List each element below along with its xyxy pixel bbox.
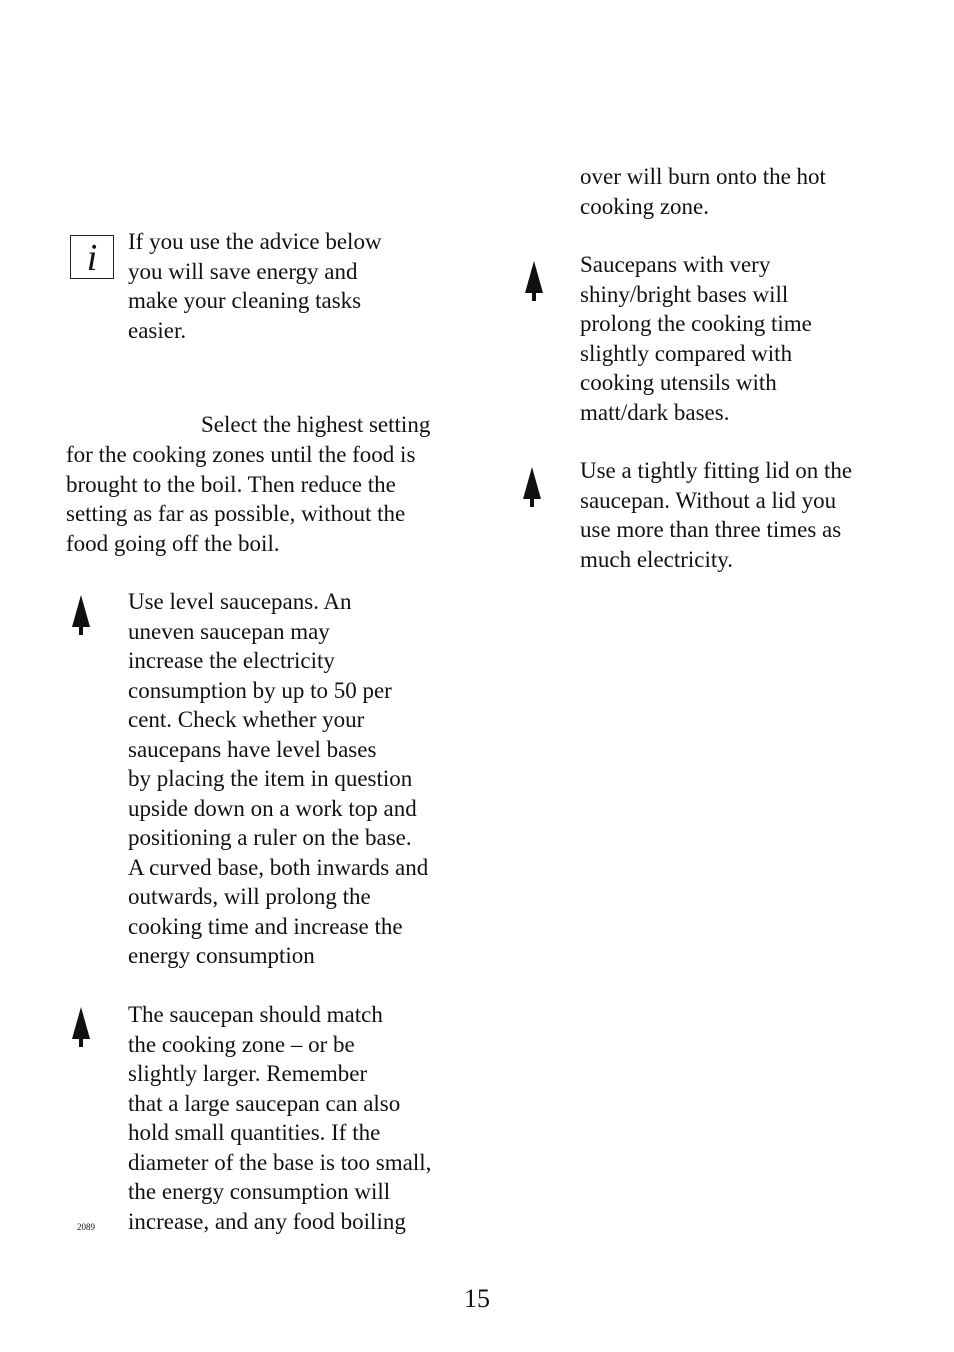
page-number: 15 [464,1284,490,1313]
tip-level-saucepans: Use level saucepans. An uneven saucepan may increase the electricity consumption by up to 50 per cent. Check whether your saucepans have level bases by placing the item in question upside down on a work top and positioning a ruler on the base. A curved base, both inwards and outwards, will prolong the cooking time and increase the energy consumption [128,589,429,968]
tip-saucepan-size: The saucepan should match the cooking zone – or be slightly larger. Remember that a large saucepan can also hold small quantities. If the diameter of the base is too small, the energy consumption will increase, and any food boiling [128,1002,432,1234]
tip-shiny-bases: Saucepans with very shiny/bright bases will prolong the cooking time slightly compared with cooking utensils with matt/dark bases. [580,252,812,425]
tree-bullet-icon [521,465,543,509]
info-i-glyph: i [86,237,98,279]
document-code: 2089 [77,1222,95,1232]
intro-paragraph: for the cooking zones until the food is brought to the boil. Then reduce the setting as far as possible, without the food going off the boil. [66,442,416,556]
tree-bullet-icon [523,259,545,303]
continuation-text: over will burn onto the hot cooking zone. [580,164,826,219]
info-text: If you use the advice below you will save energy and make your cleaning tasks easier. [128,229,382,343]
tip-fitting-lid: Use a tightly fitting lid on the saucepan. Without a lid you use more than three times as much electricity. [580,458,853,572]
tree-bullet-icon [70,1005,92,1049]
info-icon [70,235,114,279]
intro-first-line: Select the highest setting [201,412,431,437]
tree-bullet-icon [70,593,92,637]
